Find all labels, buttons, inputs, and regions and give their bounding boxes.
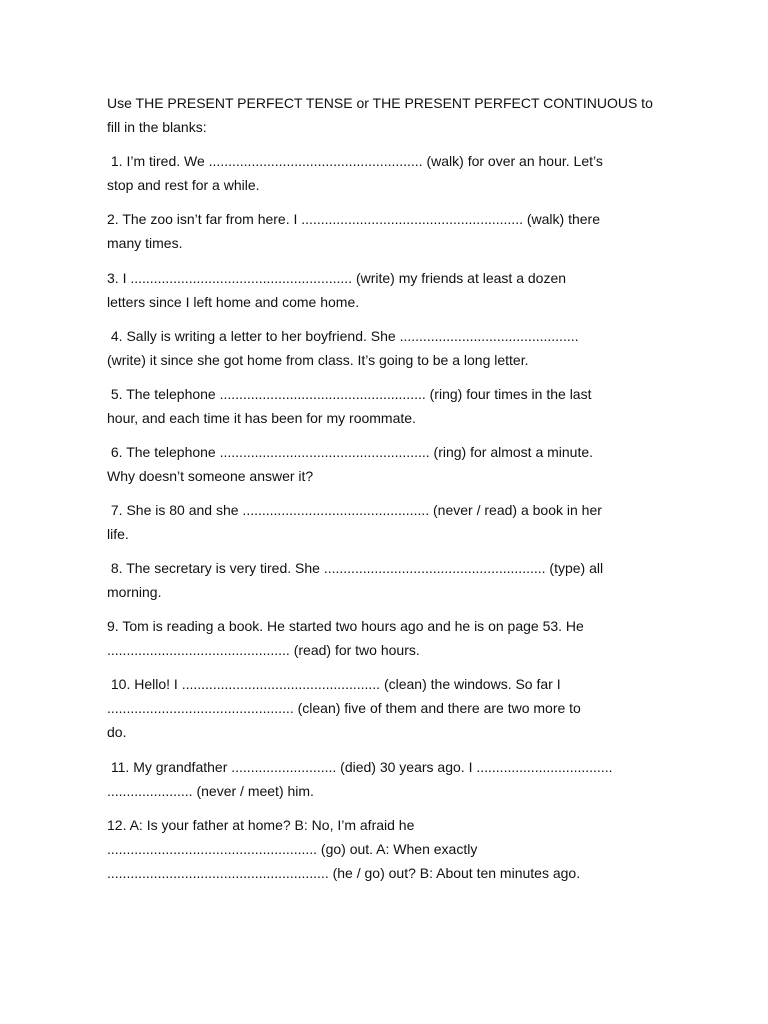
exercise-line: 11. My grandfather ........................... (died) 30 years ago. I ................................... [107, 759, 613, 775]
exercise-9 [107, 614, 667, 662]
exercise-12 [107, 813, 667, 885]
exercise-7 [107, 498, 667, 546]
exercise-line: 7. She is 80 and she ................................................ (never / read) a book in her [107, 502, 602, 518]
exercise-10 [107, 672, 667, 744]
exercise-line: ................................................ (clean) five of them and there are two more to [107, 700, 581, 716]
exercise-2 [107, 207, 667, 255]
exercise-line: 1. I’m tired. We ....................................................... (walk) for over an hour. Let’s [107, 153, 603, 169]
exercise-line: letters since I left home and come home. [107, 294, 360, 310]
exercise-line: 12. A: Is your father at home? B: No, I’m afraid he [107, 817, 415, 833]
exercise-line: (write) it since she got home from class. It’s going to be a long letter. [107, 352, 529, 368]
exercise-line: life. [107, 526, 129, 542]
exercise-line: 2. The zoo isn’t far from here. I ......................................................... (walk) there [107, 211, 601, 227]
exercise-line: ............................................... (read) for two hours. [107, 642, 420, 658]
exercise-line: 9. Tom is reading a book. He started two hours ago and he is on page 53. He [107, 618, 584, 634]
exercise-4 [107, 324, 667, 372]
instructions-line: fill in the blanks: [107, 119, 207, 135]
exercise-line: ...................... (never / meet) him. [107, 783, 314, 799]
exercise-line: morning. [107, 584, 162, 600]
instructions-line: Use THE PRESENT PERFECT TENSE or THE PRESENT PERFECT CONTINUOUS to [107, 95, 653, 111]
exercise-line: many times. [107, 235, 183, 251]
exercise-3 [107, 266, 667, 314]
exercise-line: hour, and each time it has been for my roommate. [107, 410, 416, 426]
exercise-line: ...................................................... (go) out. A: When exactly [107, 841, 478, 857]
exercise-6 [107, 440, 667, 488]
exercise-line: 8. The secretary is very tired. She ......................................................... (type) all [107, 560, 604, 576]
exercise-line: Why doesn’t someone answer it? [107, 468, 314, 484]
exercise-line: 6. The telephone ...................................................... (ring) for almost a minute. [107, 444, 594, 460]
exercise-8 [107, 556, 667, 604]
exercise-line: do. [107, 724, 127, 740]
exercise-line: stop and rest for a while. [107, 177, 260, 193]
instructions [107, 91, 667, 139]
exercise-line: 5. The telephone ..................................................... (ring) four times in the last [107, 386, 592, 402]
exercise-5 [107, 382, 667, 430]
exercise-line: 10. Hello! I ................................................... (clean) the windows. So far I [107, 676, 561, 692]
exercise-line: 3. I ......................................................... (write) my friends at least a dozen [107, 270, 567, 286]
exercise-line: 4. Sally is writing a letter to her boyfriend. She .............................................. [107, 328, 579, 344]
exercise-11 [107, 755, 667, 803]
exercise-1 [107, 149, 667, 197]
exercise-line: ......................................................... (he / go) out? B: About ten minutes ago. [107, 865, 581, 881]
